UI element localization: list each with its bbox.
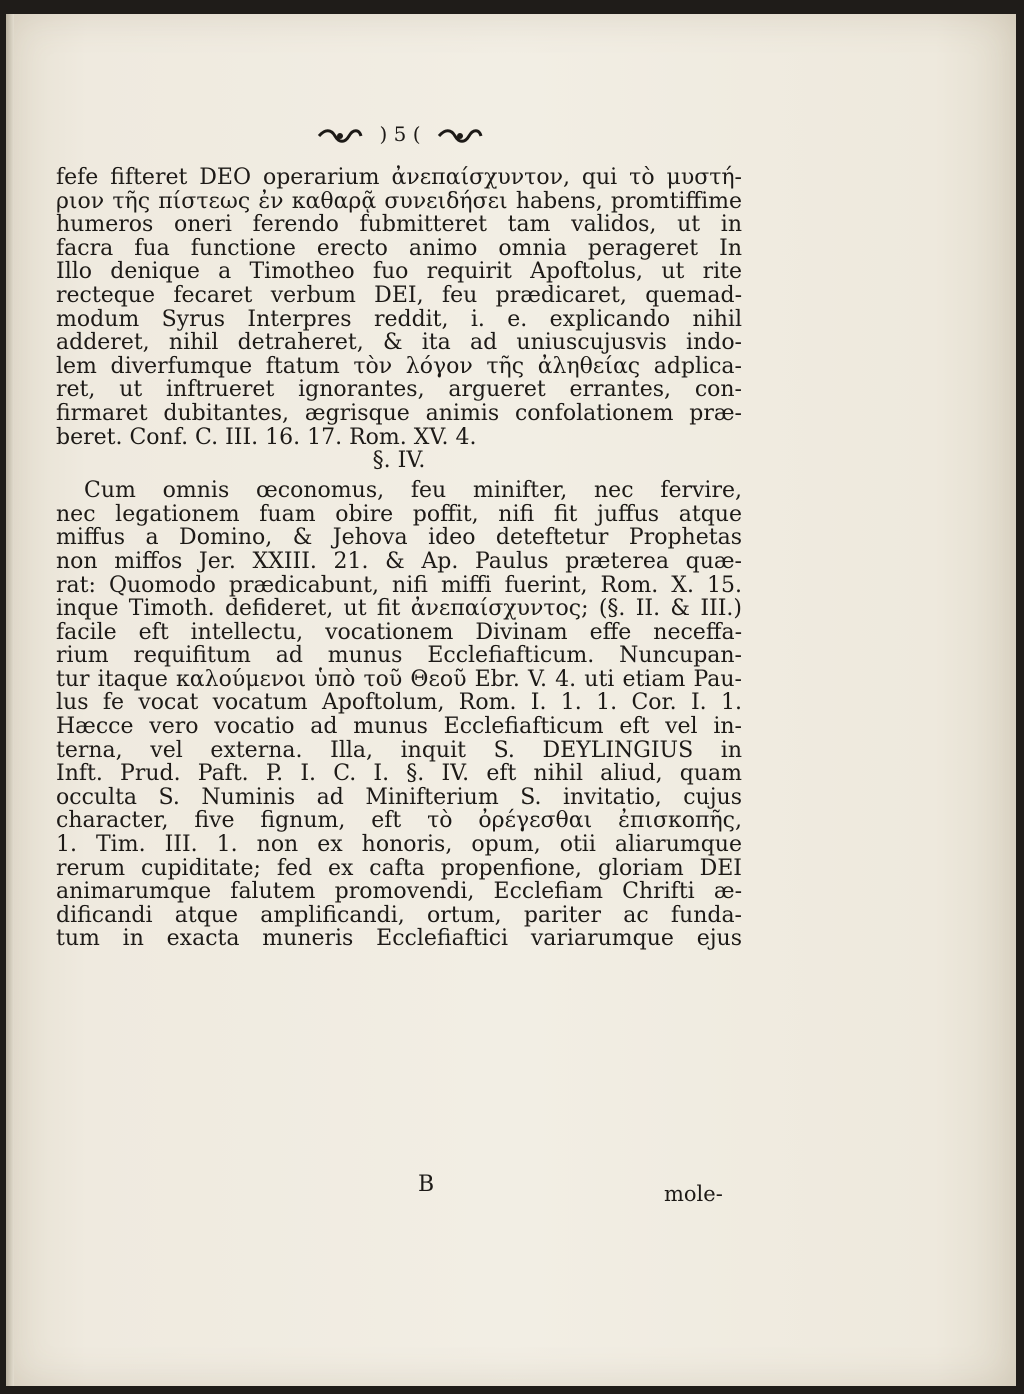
text-line: nec legationem fuam obire poffit, nifi fit juffus atque	[56, 501, 742, 527]
text-line: rium requifitum ad munus Ecclefiafticum. Nuncupan-	[56, 643, 742, 669]
text-line: tur itaque καλούμενοι ὑπὸ τοῦ Θεοῦ Ebr. V. 4. uti etiam Pau-	[56, 666, 742, 692]
text-line: modum Syrus Interpres reddit, i. e. explicando nihil	[56, 306, 742, 332]
ornament-right-icon	[437, 129, 483, 143]
text-line: Hæcce vero vocatio ad munus Ecclefiafticum eft vel in-	[56, 714, 742, 740]
text-line: facile eft intellectu, vocationem Divinam effe neceffa-	[56, 619, 742, 645]
text-line: 1. Tim. III. 1. non ex honoris, opum, otii aliarumque	[56, 832, 742, 858]
section-heading: §. IV.	[372, 448, 426, 474]
text-line: facra fua functione erecto animo omnia perageret In	[56, 235, 742, 261]
text-line: ριον τῆς πίστεως ἐν καθαρᾷ συνειδήσει habens, promtiffime	[56, 188, 742, 214]
text-line: lem diverfumque ftatum τὸν λόγον τῆς ἀληθείας adplica-	[56, 353, 742, 379]
text-line: fefe fifteret DEO operarium ἀνεπαίσχυντον, qui τὸ μυστή-	[56, 165, 742, 190]
text-line: rat: Quomodo prædicabunt, nifi miffi fuerint, Rom. X. 15.	[56, 572, 742, 598]
text-line: humeros oneri ferendo fubmitteret tam validos, ut in	[56, 212, 742, 238]
signature-mark: B	[418, 1172, 435, 1197]
text-line: non miffos Jer. XXIII. 21. & Ap. Paulus præterea quæ-	[56, 548, 742, 574]
text-line: Cum omnis œconomus, feu minifter, nec fervire,	[84, 478, 742, 504]
text-line: Illo denique a Timotheo fuo requirit Apoftolus, ut rite	[56, 259, 742, 285]
text-line: beret. Conf. C. III. 16. 17. Rom. XV. 4.	[56, 424, 477, 450]
body-text	[56, 166, 742, 951]
text-line: animarumque falutem promovendi, Ecclefiam Chrifti æ-	[56, 879, 742, 905]
text-line: firmaret dubitantes, ægrisque animis confolationem præ-	[56, 400, 742, 426]
page-gutter	[6, 14, 14, 1386]
ornament-left-icon	[317, 129, 363, 143]
text-line: recteque fecaret verbum DEI, feu prædicaret, quemad-	[56, 282, 742, 308]
text-line: miffus a Domino, & Jehova ideo deteftetur Prophetas	[56, 525, 742, 551]
text-line: lus fe vocat vocatum Apoftolum, Rom. I. 1. 1. Cor. I. 1.	[56, 690, 742, 716]
text-line: dificandi atque amplificandi, ortum, pariter ac funda-	[56, 902, 742, 928]
text-line: tum in exacta muneris Ecclefiaftici variarumque ejus	[56, 926, 742, 952]
catchword: mole-	[664, 1182, 723, 1206]
text-line: terna, vel externa. Illa, inquit S. DEYLINGIUS in	[56, 737, 742, 763]
text-line: character, five fignum, eft τὸ ὀρέγεσθαι ἐπισκοπῆς,	[56, 808, 742, 834]
text-line: inque Timoth. defideret, ut fit ἀνεπαίσχυντος; (§. II. & III.)	[56, 596, 742, 622]
page-number: ) 5 (	[379, 122, 421, 146]
text-line: occulta S. Numinis ad Minifterium S. invitatio, cujus	[56, 784, 742, 810]
text-line: Inft. Prud. Paft. P. I. C. I. §. IV. eft nihil aliud, quam	[56, 761, 742, 787]
text-line: ret, ut inftrueret ignorantes, argueret errantes, con-	[56, 377, 742, 403]
text-line: rerum cupiditate; fed ex cafta propenfione, gloriam DEI	[56, 855, 742, 881]
text-line: adderet, nihil detraheret, & ita ad uniuscujusvis indo-	[56, 330, 742, 356]
running-header	[250, 122, 550, 146]
